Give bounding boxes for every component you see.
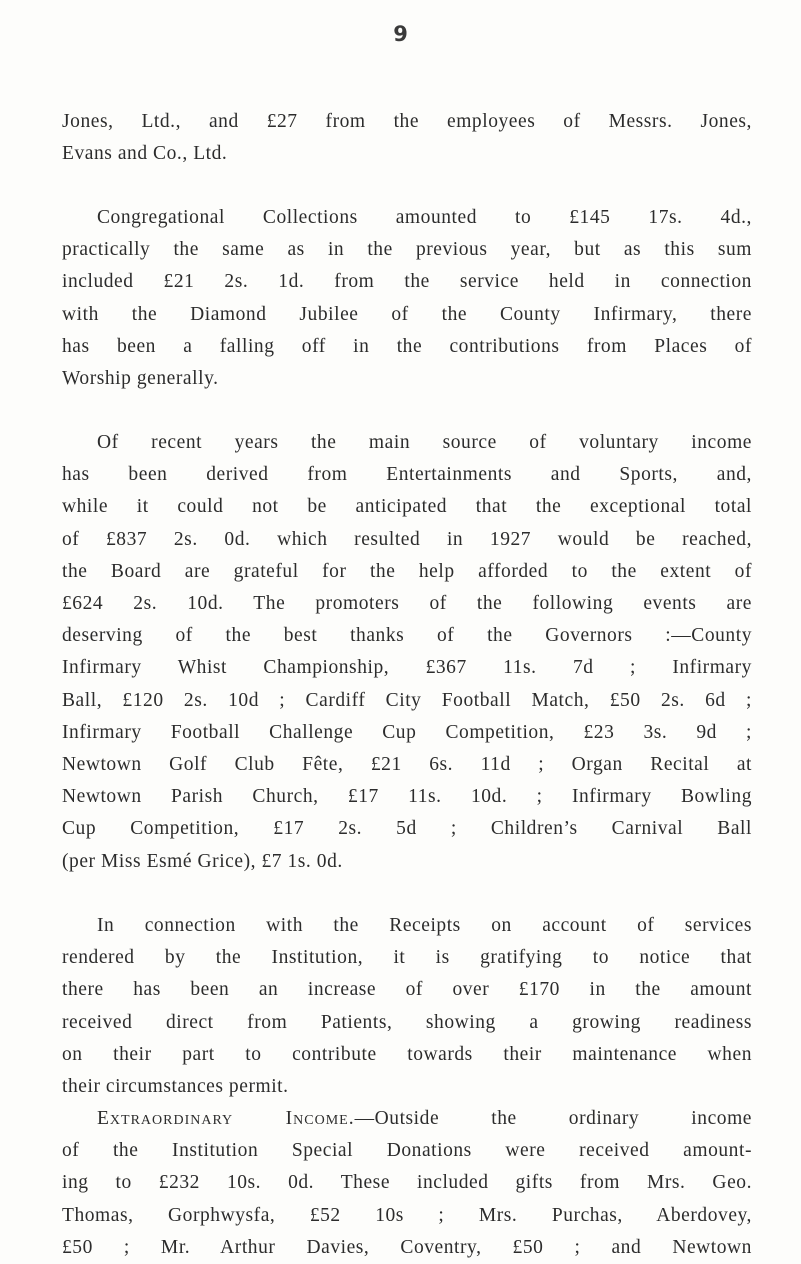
text-line: of £837 2s. 0d. which resulted in 1927 would be reached, [62,528,752,550]
paragraph-extraordinary-income [62,1103,752,1264]
text-line: has been a falling off in the contributions from Places of [62,335,752,357]
text-line: Worship generally. [62,368,219,390]
text-line [62,1103,752,1135]
text-line: with the Diamond Jubilee of the County Infirmary, there [62,303,752,325]
text-line: included £21 2s. 1d. from the service held in connection [62,271,752,293]
paragraph-entertainments-and-sports [62,427,752,878]
text-line: on their part to contribute towards their maintenance when [62,1043,752,1065]
text-line: deserving of the best thanks of the Governors :—County [62,625,752,647]
paragraph-congregational-collections [62,202,752,395]
text-line: Of recent years the main source of voluntary income [97,432,752,453]
text-line: Congregational Collections amounted to £145 17s. 4d., [97,207,752,228]
text-line: Infirmary Football Challenge Cup Competition, £23 3s. 9d ; [62,721,752,743]
text-line: there has been an increase of over £170 in the amount [62,979,752,1001]
text-line: their circumstances permit. [62,1076,289,1098]
text-line: Infirmary Whist Championship, £367 11s. 7d ; Infirmary [62,657,752,679]
text-line: Evans and Co., Ltd. [62,143,228,165]
text-line: the Board are grateful for the help afforded to the extent of [62,560,752,582]
text-line: Thomas, Gorphwysfa, £52 10s ; Mrs. Purchas, Aberdovey, [62,1204,752,1226]
section-heading: Extraordinary Income. [97,1108,355,1129]
paragraph-patient-receipts [62,910,752,1103]
text-line: Newtown Golf Club Fête, £21 6s. 11d ; Organ Recital at [62,754,752,776]
text-line: Newtown Parish Church, £17 11s. 10d. ; Infirmary Bowling [62,786,752,808]
text-line: In connection with the Receipts on account of services [97,915,752,936]
text-line: practically the same as in the previous year, but as this sum [62,239,752,261]
text-line: received direct from Patients, showing a growing readiness [62,1011,752,1033]
page-number: 9 [393,22,408,46]
text-line: Cup Competition, £17 2s. 5d ; Children’s Carnival Ball [62,818,752,840]
text-line: has been derived from Entertainments and Sports, and, [62,464,752,486]
text-line: Jones, Ltd., and £27 from the employees of Messrs. Jones, [62,111,752,132]
text-fragment: —Outside the ordinary income [354,1108,752,1129]
text-line: of the Institution Special Donations were received amount- [62,1140,752,1162]
text-line: £624 2s. 10d. The promoters of the following events are [62,593,752,615]
paragraph-continuation [62,106,752,170]
text-line: rendered by the Institution, it is gratifying to notice that [62,947,752,969]
text-line: Ball, £120 2s. 10d ; Cardiff City Football Match, £50 2s. 6d ; [62,689,752,711]
text-line: (per Miss Esmé Grice), £7 1s. 0d. [62,850,343,872]
text-line: ing to £232 10s. 0d. These included gifts from Mrs. Geo. [62,1172,752,1194]
text-line: while it could not be anticipated that the exceptional total [62,496,752,518]
text-line: £50 ; Mr. Arthur Davies, Coventry, £50 ; and Newtown [62,1236,752,1258]
